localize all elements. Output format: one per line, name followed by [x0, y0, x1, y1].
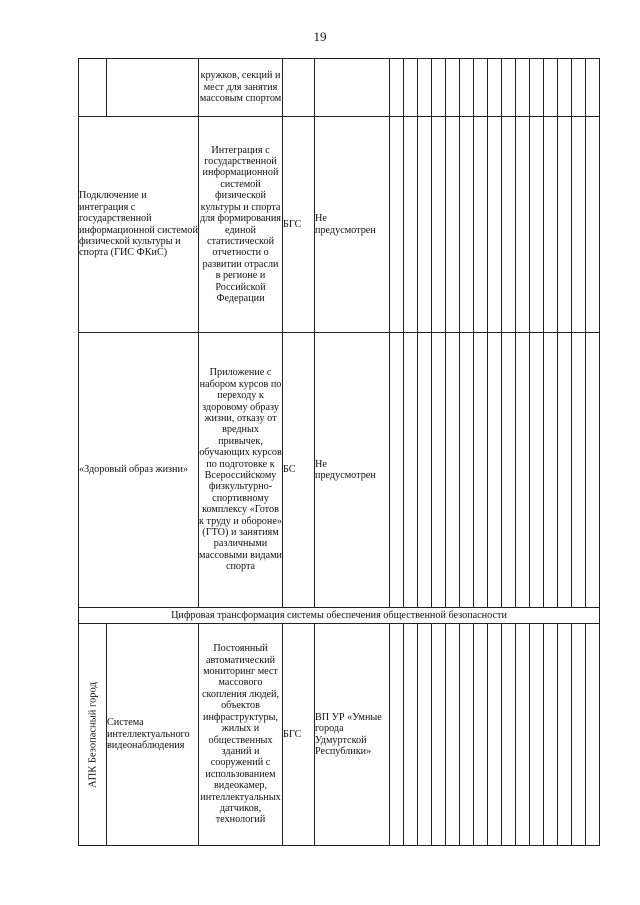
row-program: Не предусмотрен: [315, 333, 390, 608]
row-program: Не предусмотрен: [315, 117, 390, 333]
section-title: Цифровая трансформация системы обеспечения общественной безопасности: [79, 608, 600, 624]
cell-empty: [283, 59, 315, 117]
row-name: Система интеллектуального видеонаблюдения: [107, 624, 199, 846]
table-row: [79, 59, 600, 117]
row-name: Подключение и интеграция с государственной информационной системой физической культуры и спорта (ГИС ФКиС): [79, 117, 199, 333]
page-number: 19: [313, 29, 327, 44]
cell-empty: [107, 59, 199, 117]
table-row: [79, 333, 600, 608]
cell-empty: [315, 59, 390, 117]
group-label: АПК Безопасный город: [86, 681, 98, 788]
section-header-row: [79, 608, 600, 624]
row-description: Интеграция с государственной информационной системой физической культуры и спорта для формирования единой статистической отчетности о развитии отрасли в регионе и Российской Федерации: [199, 117, 283, 333]
row-source: БГС: [283, 624, 315, 846]
row-source: БС: [283, 333, 315, 608]
cell-empty: [79, 59, 107, 117]
table-row: [79, 624, 600, 846]
row-description: Приложение с набором курсов по переходу к здоровому образу жизни, отказу от вредных привычек, обучающих курсов по подготовке к Всероссийскому физкультурно-спортивному комплексу «Готов к труду и обороне» (ГТО) и занятиям различными массовыми видами спорта: [199, 333, 283, 608]
row-group-vertical: [79, 624, 107, 846]
row-description: кружков, секций и мест для занятия массовым спортом: [199, 59, 283, 117]
table-row: [79, 117, 600, 333]
row-name: «Здоровый образ жизни»: [79, 333, 199, 608]
row-description: Постоянный автоматический мониторинг мест массового скопления людей, объектов инфраструктуры, жилых и общественных зданий и сооружений с использованием видеокамер, интеллектуальных датчиков, технологий: [199, 624, 283, 846]
program-table: [78, 58, 600, 846]
row-program: ВП УР «Умные города Удмуртской Республики»: [315, 624, 390, 846]
row-source: БГС: [283, 117, 315, 333]
